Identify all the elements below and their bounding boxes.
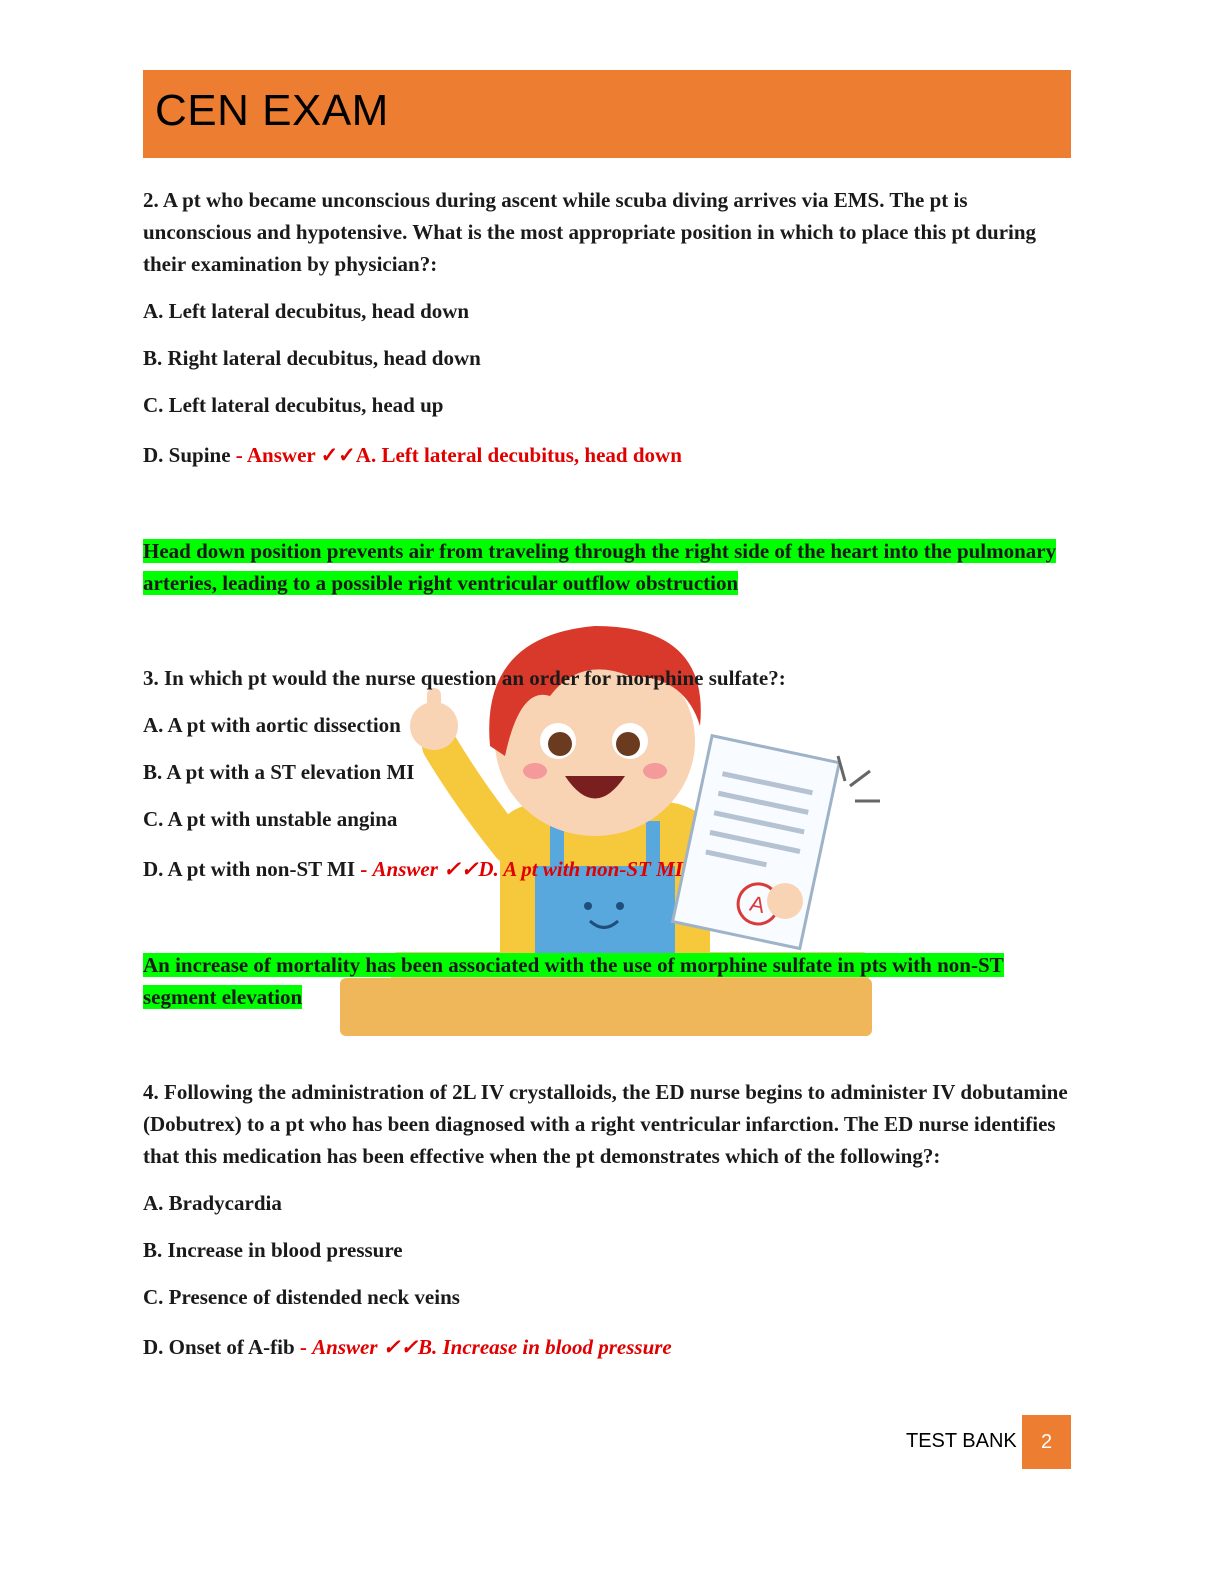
answer-separator: -	[355, 857, 373, 881]
option-d: D. Supine - Answer ✓✓A. Left lateral decubitus, head down	[143, 443, 682, 467]
page-title: CEN EXAM	[155, 86, 389, 135]
question-number: 2.	[143, 188, 159, 212]
question-2	[143, 184, 1071, 599]
svg-text:A: A	[747, 890, 768, 919]
option-d: D. A pt with non-ST MI - Answer ✓✓D. A pt with non-ST MI	[143, 857, 683, 881]
option-a: A. Bradycardia	[143, 1191, 282, 1215]
option-d: D. Onset of A-fib - Answer ✓✓B. Increase in blood pressure	[143, 1335, 672, 1359]
answer-separator: -	[294, 1335, 313, 1359]
header-bar	[143, 70, 1071, 158]
question-stem	[143, 1076, 1071, 1172]
question-content	[143, 184, 1071, 1363]
option-b: B. Right lateral decubitus, head down	[143, 346, 481, 370]
page-number: 2	[1022, 1415, 1071, 1469]
option-c: C. Presence of distended neck veins	[143, 1285, 460, 1309]
question-text: In which pt would the nurse question an order for morphine sulfate?:	[158, 666, 786, 690]
footer-label: TEST BANK	[906, 1430, 1017, 1452]
question-text: A pt who became unconscious during ascent while scuba diving arrives via EMS. The pt is unconscious and hypotensive. What is the most appropriate position in which to place this pt during their examination by physician?:	[143, 188, 1037, 276]
answer-text: Answer ✓✓A. Left lateral decubitus, head down	[246, 443, 682, 467]
answer-text: Answer ✓✓D. A pt with non-ST MI	[372, 857, 683, 881]
answer-separator: -	[230, 443, 247, 467]
explanation: Head down position prevents air from traveling through the right side of the heart into the pulmonary arteries, leading to a possible right ventricular outflow obstruction	[143, 539, 1057, 595]
option-c: C. Left lateral decubitus, head up	[143, 393, 444, 417]
question-3	[143, 662, 1071, 1013]
question-text: Following the administration of 2L IV crystalloids, the ED nurse begins to administer IV dobutamine (Dobutrex) to a pt who has been diagnosed with a right ventricular infarction. The ED nurse identifies that this medication has been effective when the pt demonstrates which of the following?:	[143, 1080, 1068, 1168]
option-a: A. A pt with aortic dissection	[143, 713, 401, 737]
option-b: B. A pt with a ST elevation MI	[143, 760, 415, 784]
answer-text: Answer ✓✓B. Increase in blood pressure	[312, 1335, 672, 1359]
option-c: C. A pt with unstable angina	[143, 807, 398, 831]
explanation: An increase of mortality has been associated with the use of morphine sulfate in pts with non-ST segment elevation	[143, 953, 1004, 1009]
option-b: B. Increase in blood pressure	[143, 1238, 403, 1262]
option-a: A. Left lateral decubitus, head down	[143, 299, 470, 323]
question-stem	[143, 184, 1071, 280]
question-stem	[143, 662, 1071, 694]
question-number: 3.	[143, 666, 159, 690]
question-4	[143, 1076, 1071, 1363]
question-number: 4.	[143, 1080, 159, 1104]
